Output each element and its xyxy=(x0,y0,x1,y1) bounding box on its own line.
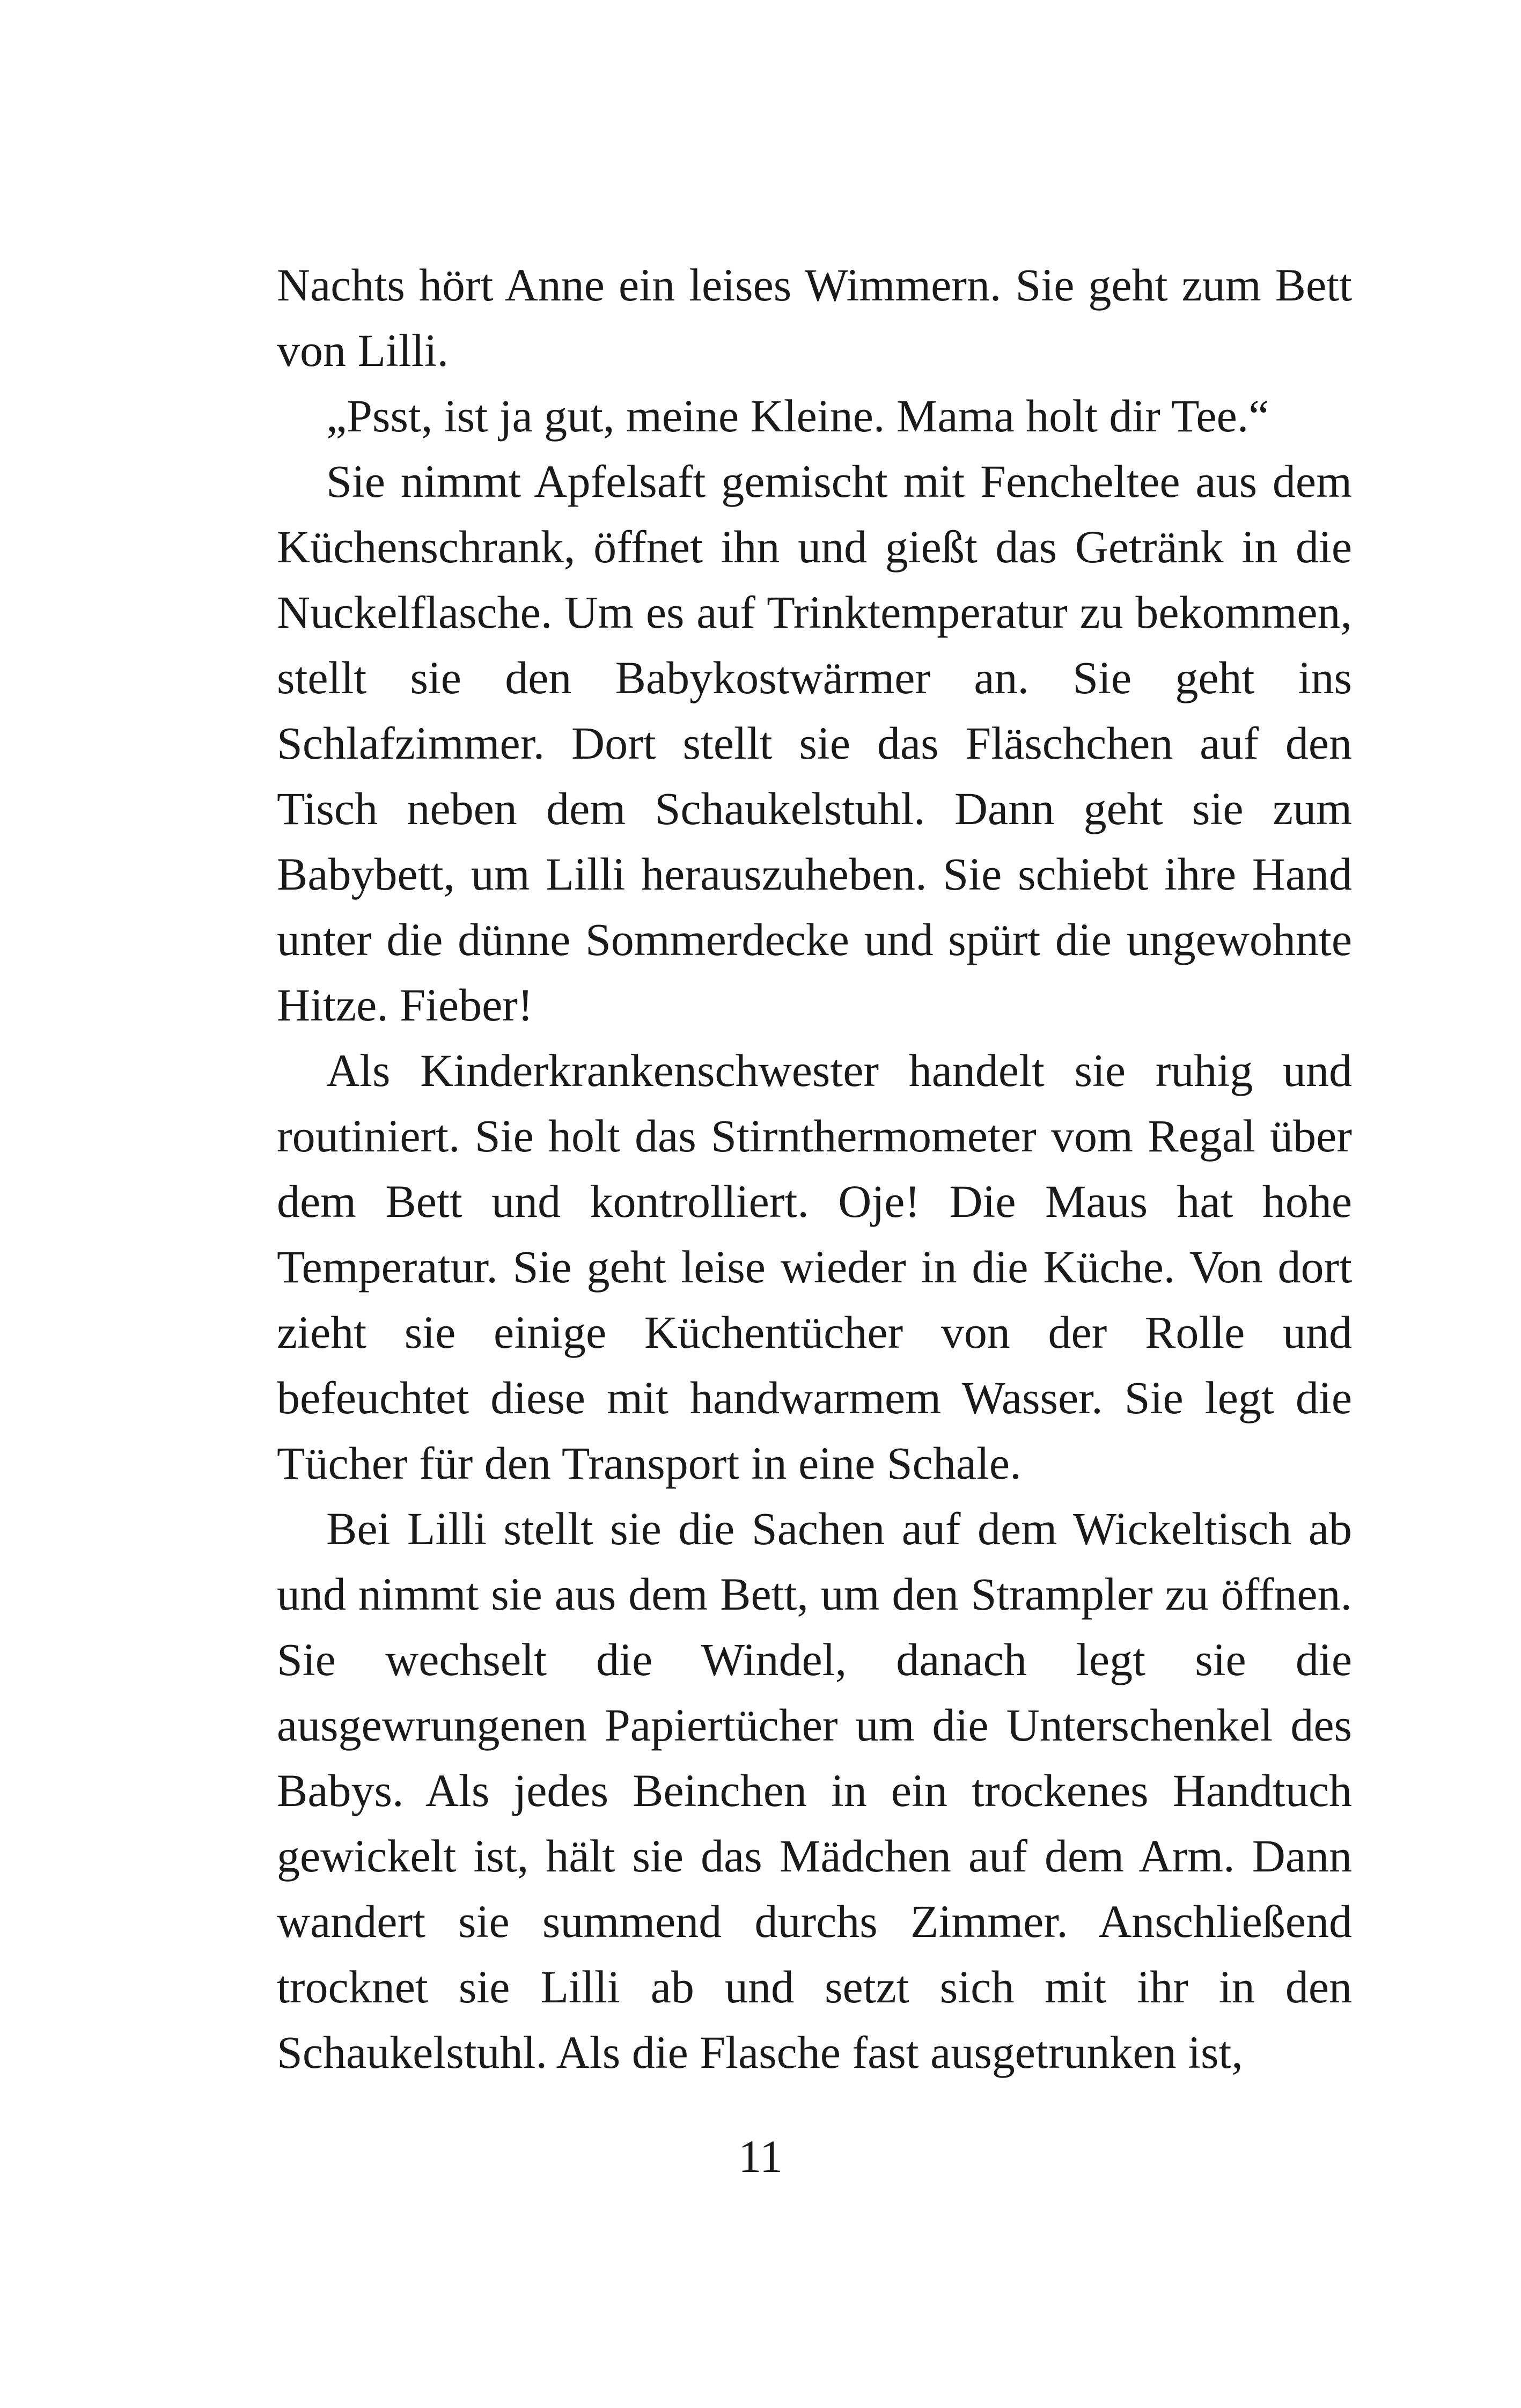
paragraph-4: Als Kinderkrankenschwester handelt sie ruhig und routiniert. Sie holt das Stirnthermometer vom Regal über dem Bett und kontrolliert. Oje! Die Maus hat hohe Temperatur. Sie geht leise wieder in die Küche. Von dort zieht sie einige Küchentücher von der Rolle und befeuchtet diese mit handwarmem Wasser. Sie legt die Tücher für den Transport in eine Schale. xyxy=(277,1045,1352,1489)
paragraph-1: Nachts hört Anne ein leises Wimmern. Sie geht zum Bett von Lilli. xyxy=(277,259,1352,376)
paragraph-3: Sie nimmt Apfelsaft gemischt mit Fencheltee aus dem Küchenschrank, öffnet ihn und gießt das Getränk in die Nuckelflasche. Um es auf Trinktemperatur zu bekommen, stellt sie den Babykostwärmer an. Sie geht ins Schlafzimmer. Dort stellt sie das Fläschchen auf den Tisch neben dem Schaukelstuhl. Dann geht sie zum Babybett, um Lilli herauszuheben. Sie schiebt ihre Hand unter die dünne Sommerdecke und spürt die ungewohnte Hitze. Fieber! xyxy=(277,456,1352,1031)
paragraph-5: Bei Lilli stellt sie die Sachen auf dem Wickeltisch ab und nimmt sie aus dem Bett, um den Strampler zu öffnen. Sie wechselt die Windel, danach legt sie die ausgewrungenen Papiertücher um die Unterschenkel des Babys. Als jedes Beinchen in ein trockenes Handtuch gewickelt ist, hält sie das Mädchen auf dem Arm. Dann wandert sie summend durchs Zimmer. Anschließend trocknet sie Lilli ab und setzt sich mit ihr in den Schaukelstuhl. Als die Flasche fast ausgetrunken ist, xyxy=(277,1503,1352,2078)
paragraph-2: „Psst, ist ja gut, meine Kleine. Mama holt dir Tee.“ xyxy=(326,390,1269,442)
page-number: 11 xyxy=(738,2131,783,2182)
body-text xyxy=(277,252,1352,2085)
